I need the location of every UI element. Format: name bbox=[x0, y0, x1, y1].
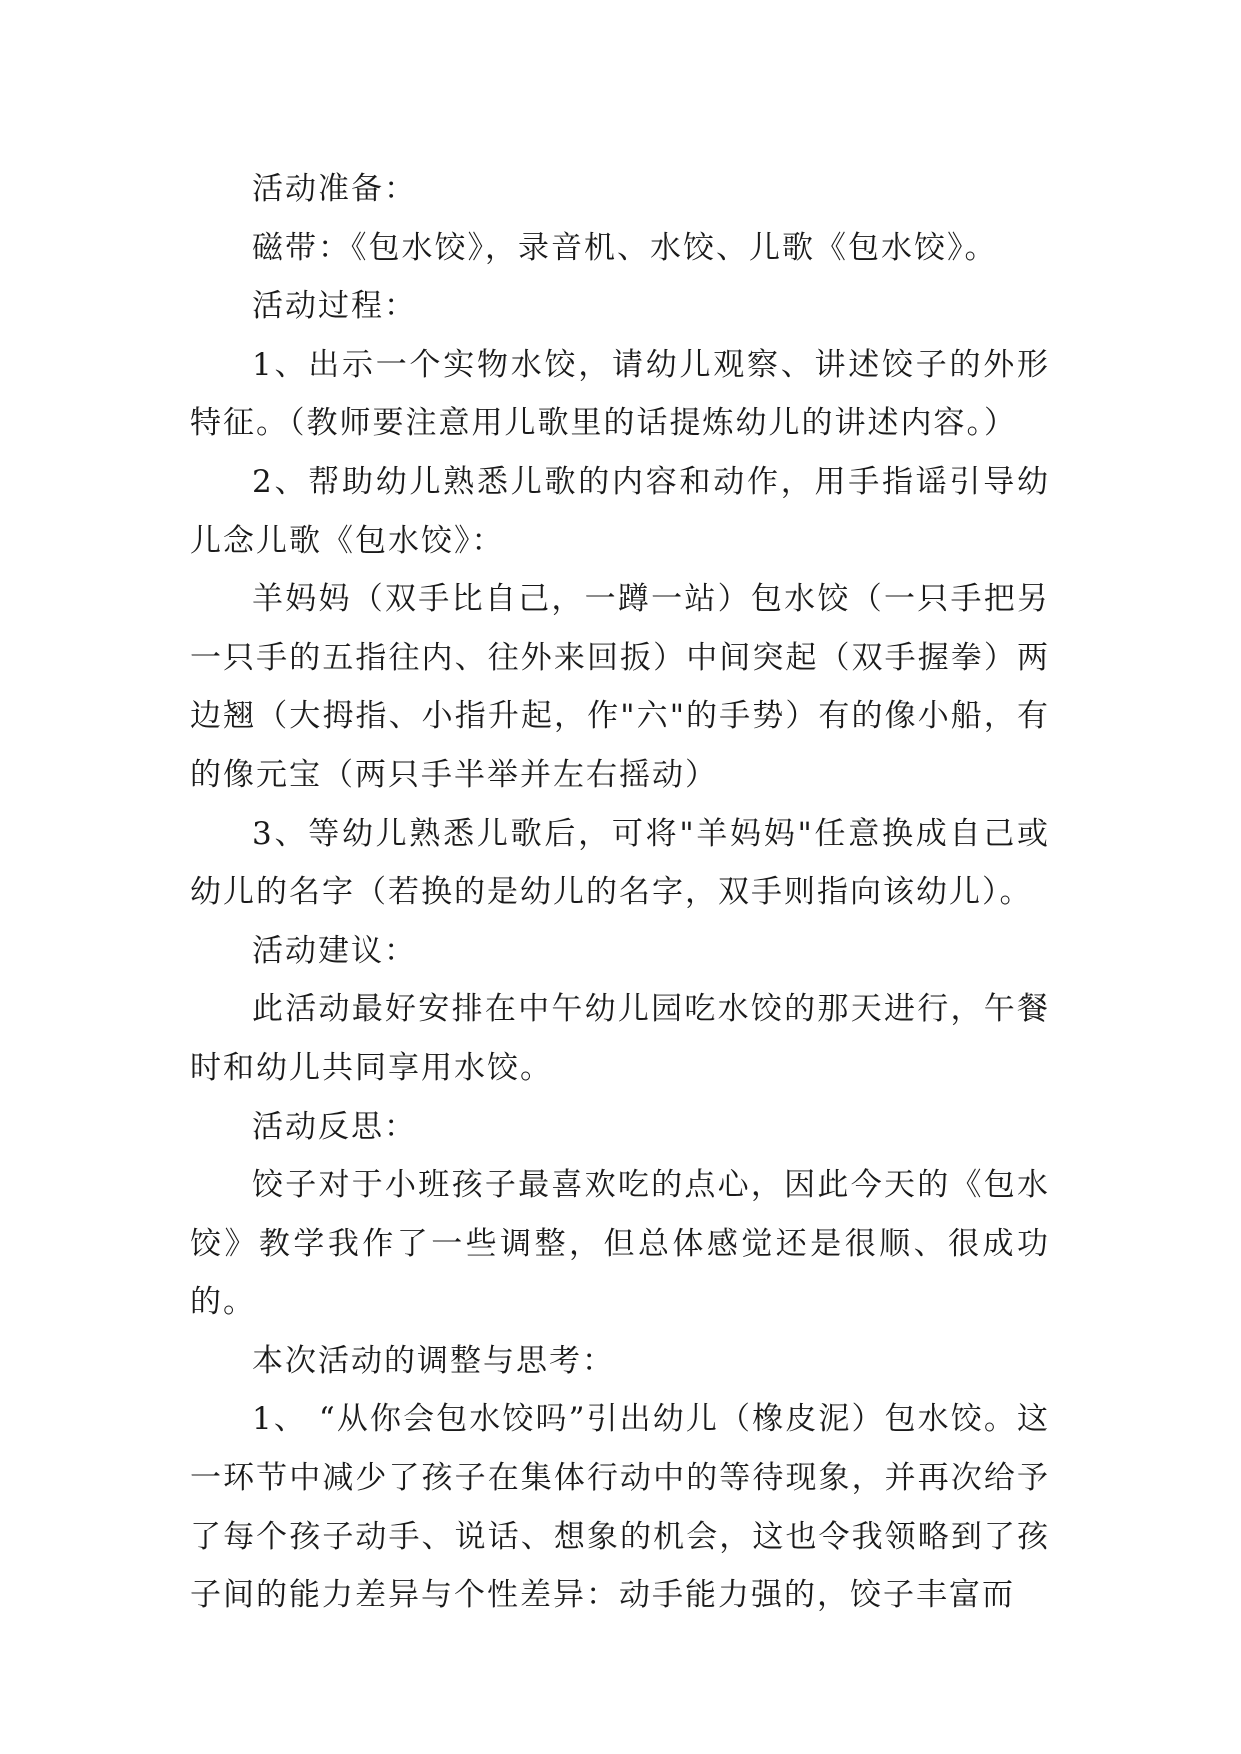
paragraph-step-3: 3、等幼儿熟悉儿歌后，可将"羊妈妈"任意换成自己或幼儿的名字（若换的是幼儿的名字，双手则指向该幼儿）。 bbox=[190, 815, 1050, 911]
heading-activity-process: 活动过程： bbox=[252, 288, 417, 325]
paragraph-rhyme: 羊妈妈（双手比自己，一蹲一站）包水饺（一只手把另一只手的五指往内、往外来回扳）中间突起（双手握拳）两边翘（大拇指、小指升起，作"六"的手势）有的像小船，有的像元宝（两只手半举并左右摇动） bbox=[190, 581, 1050, 793]
paragraph-reflection: 饺子对于小班孩子最喜欢吃的点心，因此今天的《包水饺》教学我作了一些调整，但总体感觉还是很顺、很成功的。 bbox=[190, 1167, 1050, 1321]
paragraph-materials: 磁带：《包水饺》，录音机、水饺、儿歌《包水饺》。 bbox=[252, 229, 998, 266]
paragraph-adjustment-1: 1、 “从你会包水饺吗”引出幼儿（橡皮泥）包水饺。这一环节中减少了孩子在集体行动中的等待现象，并再次给予了每个孩子动手、说话、想象的机会，这也令我领略到了孩子间的能力差异与个性差异：动手能力强的，饺子丰富而 bbox=[190, 1401, 1050, 1614]
paragraph-step-1: 1、出示一个实物水饺，请幼儿观察、讲述饺子的外形特征。（教师要注意用儿歌里的话提炼幼儿的讲述内容。） bbox=[190, 346, 1050, 442]
heading-activity-suggestion: 活动建议： bbox=[252, 932, 417, 969]
paragraph-step-2: 2、帮助幼儿熟悉儿歌的内容和动作，用手指谣引导幼儿念儿歌《包水饺》： bbox=[190, 463, 1050, 559]
heading-activity-reflection: 活动反思： bbox=[252, 1108, 417, 1145]
document-body bbox=[190, 160, 1050, 1625]
paragraph-suggestion: 此活动最好安排在中午幼儿园吃水饺的那天进行，午餐时和幼儿共同享用水饺。 bbox=[190, 991, 1050, 1086]
heading-activity-preparation: 活动准备： bbox=[252, 171, 417, 207]
heading-adjustments: 本次活动的调整与思考： bbox=[252, 1342, 615, 1379]
